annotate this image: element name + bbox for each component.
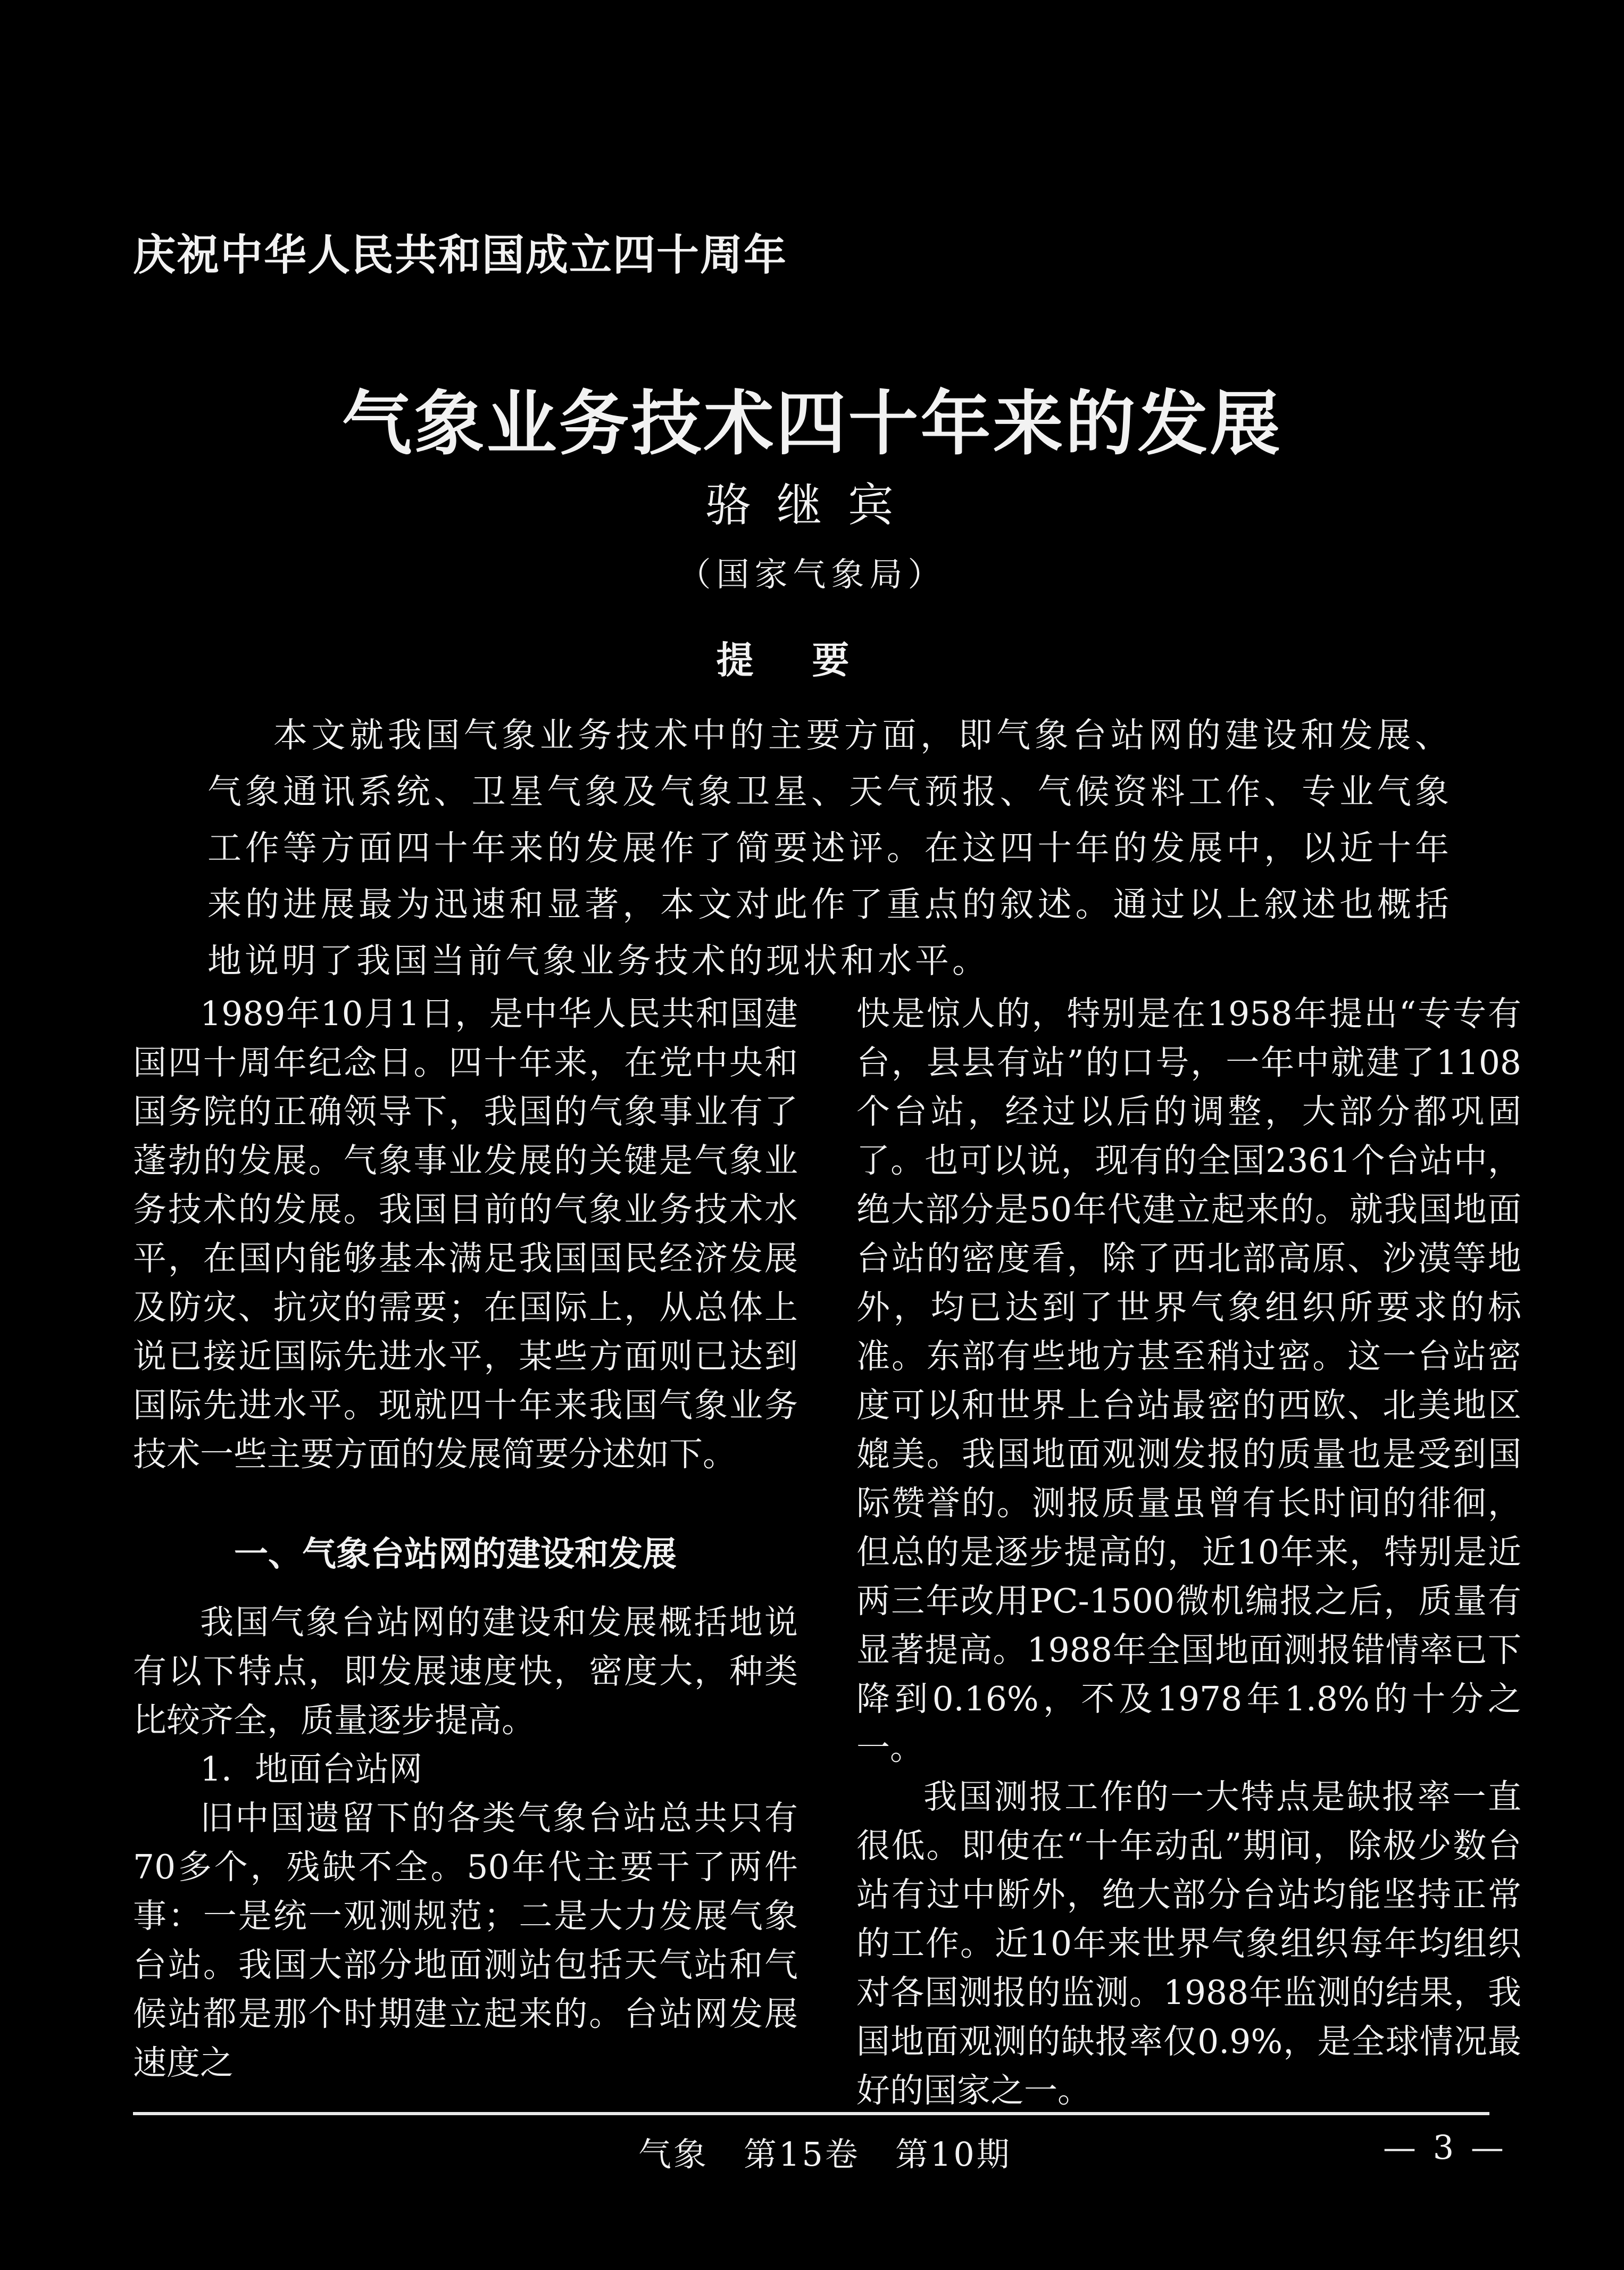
subsection-heading: 1．地面台站网 <box>200 1750 423 1789</box>
abstract-heading: 提要 <box>716 638 908 682</box>
abstract-text: 本文就我国气象业务技术中的主要方面，即气象台站网的建设和发展、气象通讯系统、卫星气象及气象卫星、天气预报、气候资料工作、专业气象工作等方面四十年来的发展作了简要述评。在这四十年的发展中，以近十年来的进展最为迅速和显著，本文对此作了重点的叙述。通过以上叙述也概括地说明了我国当前气象业务技术的现状和水平。 <box>207 716 1452 981</box>
banner-heading: 庆祝中华人民共和国成立四十周年 <box>133 230 787 280</box>
body-paragraph: 快是惊人的，特别是在1958年提出“专专有台，县县有站”的口号，一年中就建了1108个台站，经过以后的调整，大部分都巩固了。也可以说，现有的全国2361个台站中，绝大部分是50年代建立起来的。就我国地面台站的密度看，除了西北部高原、沙漠等地外，均已达到了世界气象组织所要求的标准。东部有些地方甚至稍过密。这一台站密度可以和世界上台站最密的西欧、北美地区媲美。我国地面观测发报的质量也是受到国际赞誉的。测报质量虽曾有长时间的徘徊，但总的是逐步提高的，近10年来，特别是近两三年改用PC-1500微机编报之后，质量有显著提高。1988年全国地面测报错情率已下降到0.16%，不及1978年1.8%的十分之一。 <box>856 994 1521 1767</box>
footer-divider <box>133 2112 1489 2115</box>
body-column-right <box>856 990 1521 2115</box>
body-paragraph: 我国气象台站网的建设和发展概括地说有以下特点，即发展速度快，密度大，种类比较齐全，质量逐步提高。 <box>133 1603 798 1740</box>
body-paragraph: 我国测报工作的一大特点是缺报率一直很低。即使在“十年动乱”期间，除极少数台站有过中断外，绝大部分台站均能坚持正常的工作。近10年来世界气象组织每年均组织对各国测报的监测。1988年监测的结果，我国地面观测的缺报率仅0.9%，是全球情况最好的国家之一。 <box>856 1777 1521 2110</box>
section-heading: 一、气象台站网的建设和发展 <box>234 1535 677 1574</box>
journal-citation: 气象 第15卷 第10期 <box>638 2135 1012 2174</box>
author-name: 骆继宾 <box>705 479 919 532</box>
author-affiliation: （国家气象局） <box>678 555 946 594</box>
body-paragraph: 旧中国遗留下的各类气象台站总共只有70多个，残缺不全。50年代主要干了两件事：一是统一观测规范；二是大力发展气象台站。我国大部分地面测站包括天气站和气候站都是那个时期建立起来的。台站网发展速度之 <box>133 1799 798 2082</box>
article-title: 气象业务技术四十年来的发展 <box>342 383 1282 465</box>
page-number: — 3 — <box>1383 2128 1507 2167</box>
body-column-left <box>133 990 798 2088</box>
body-paragraph: 1989年10月1日，是中华人民共和国建国四十周年纪念日。四十年来，在党中央和国务院的正确领导下，我国的气象事业有了蓬勃的发展。气象事业发展的关键是气象业务技术的发展。我国目前的气象业务技术水平，在国内能够基本满足我国国民经济发展及防灾、抗灾的需要；在国际上，从总体上说已接近国际先进水平，某些方面则已达到国际先进水平。现就四十年来我国气象业务技术一些主要方面的发展简要分述如下。 <box>133 994 798 1474</box>
